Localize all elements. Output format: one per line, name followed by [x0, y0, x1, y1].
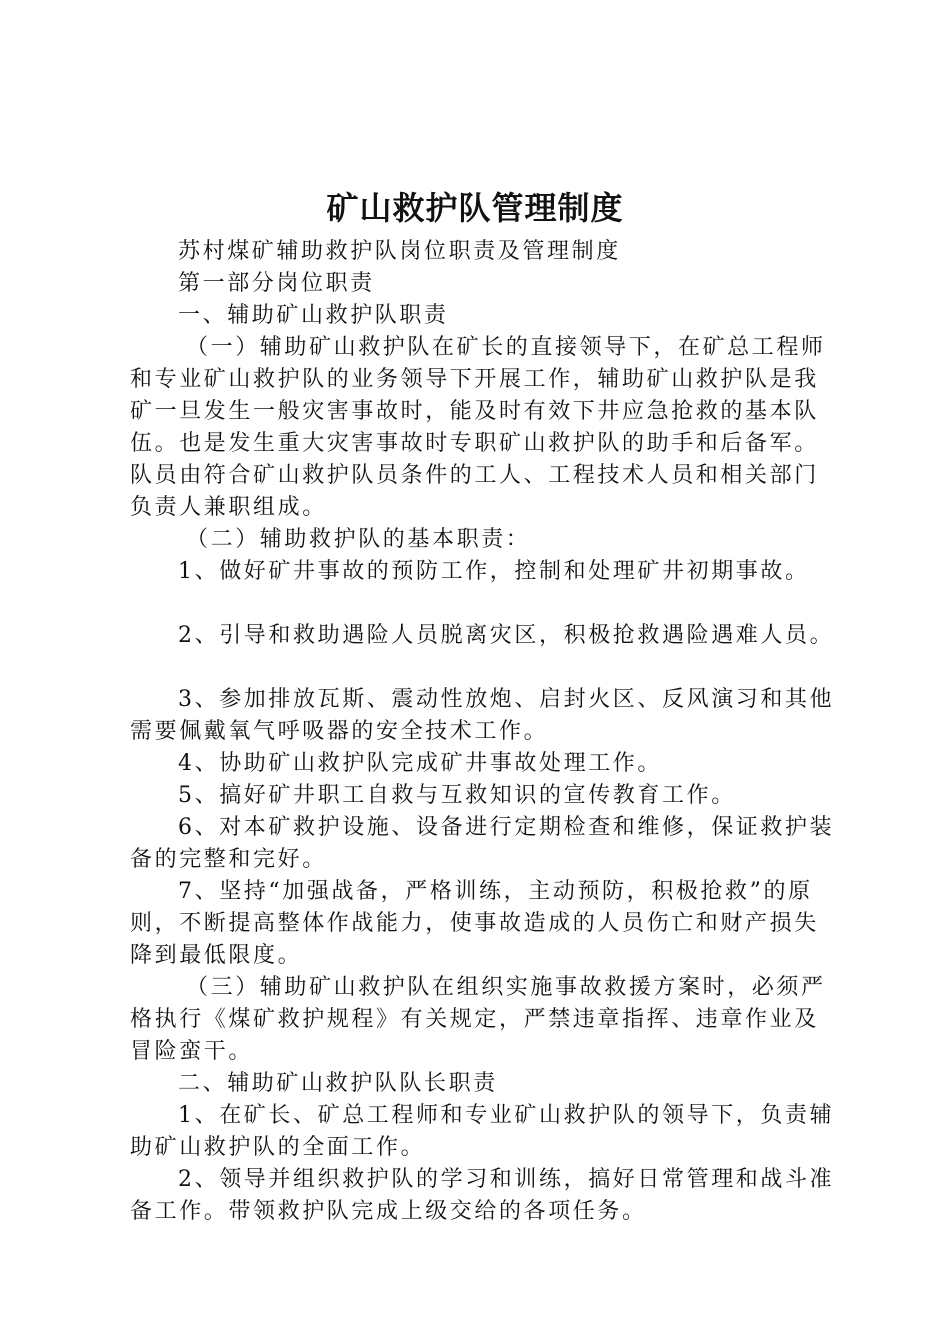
section-heading-1: 一、辅助矿山救护队职责 — [178, 303, 449, 328]
duty-item-5: 5、搞好矿井职工自救与互救知识的宣传教育工作。 — [178, 783, 736, 808]
paragraph-1-1: （一）辅助矿山救护队在矿长的直接领导下，在矿总工程师和专业矿山救护队的业务领导下开展工作，辅助矿山救护队是我矿一旦发生一般灾害事故时，能及时有效下井应急抢救的基本队伍。也是发生重大灾害事故时专职矿山救护队的助手和后备军。队员由符合矿山救护队员条件的工人、工程技术人员和相关部门负责人兼职组成。 — [130, 335, 826, 520]
document-title: 矿山救护队管理制度 — [326, 189, 624, 227]
paragraph-1-2: （二）辅助救护队的基本职责： — [186, 527, 531, 552]
document-body — [130, 236, 835, 1228]
part-heading: 第一部分岗位职责 — [178, 271, 375, 296]
duty-item-7: 7、坚持“加强战备，严格训练，主动预防，积极抢救”的原则，不断提高整体作战能力，使事故造成的人员伤亡和财产损失降到最低限度。 — [130, 879, 819, 968]
subtitle-paragraph: 苏村煤矿辅助救护队岗位职责及管理制度 — [178, 239, 621, 264]
paragraph-1-3: （三）辅助矿山救护队在组织实施事故救援方案时，必须严格执行《煤矿救护规程》有关规定，严禁违章指挥、违章作业及冒险蛮干。 — [130, 975, 826, 1064]
duty-item-1: 1、做好矿井事故的预防工作，控制和处理矿井初期事故。 — [178, 559, 810, 584]
duty-item-3: 3、参加排放瓦斯、震动性放炮、启封火区、反风演习和其他需要佩戴氧气呼吸器的安全技术工作。 — [130, 687, 835, 744]
duty-item-4: 4、协助矿山救护队完成矿井事故处理工作。 — [178, 751, 662, 776]
duty-item-6: 6、对本矿救护设施、设备进行定期检查和维修，保证救护装备的完整和完好。 — [130, 815, 835, 872]
section-heading-2: 二、辅助矿山救护队队长职责 — [178, 1071, 498, 1096]
duty-item-2: 2、引导和救助遇险人员脱离灾区，积极抢救遇险遇难人员。 — [178, 623, 835, 648]
captain-duty-2: 2、领导并组织救护队的学习和训练，搞好日常管理和战斗准备工作。带领救护队完成上级交给的各项任务。 — [130, 1167, 835, 1224]
captain-duty-1: 1、在矿长、矿总工程师和专业矿山救护队的领导下，负责辅助矿山救护队的全面工作。 — [130, 1103, 835, 1160]
